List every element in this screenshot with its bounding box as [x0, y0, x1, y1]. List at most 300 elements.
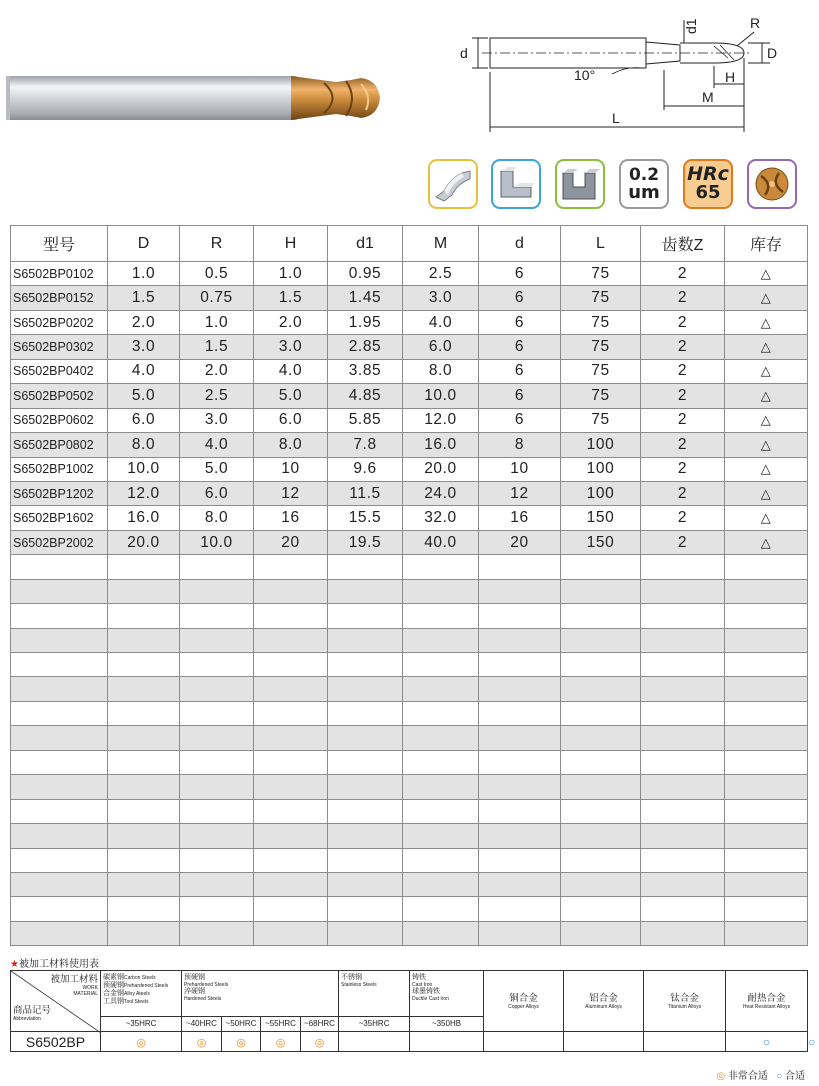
- cell-R: 8.0: [180, 506, 254, 530]
- cell-D: 16.0: [108, 506, 180, 530]
- cell-d1: 19.5: [328, 530, 403, 554]
- cell-M: 4.0: [403, 310, 479, 334]
- empty-cell: [180, 775, 254, 799]
- empty-cell: [11, 897, 108, 921]
- empty-cell: [180, 799, 254, 823]
- material-group-aluminum: 铝合金 Aluminum Alloys: [564, 971, 644, 1032]
- spec-empty-row: [11, 726, 808, 750]
- cell-L: 100: [561, 433, 641, 457]
- empty-cell: [108, 824, 180, 848]
- suitability-cell: [564, 1032, 644, 1052]
- tolerance-value: 0.2: [628, 165, 660, 185]
- empty-cell: [108, 677, 180, 701]
- spec-empty-row: [11, 848, 808, 872]
- empty-cell: [641, 653, 725, 677]
- spec-empty-row: [11, 628, 808, 652]
- cell-L: 150: [561, 530, 641, 554]
- empty-cell: [328, 726, 403, 750]
- header-M: M: [403, 226, 479, 262]
- empty-cell: [479, 775, 561, 799]
- empty-cell: [403, 848, 479, 872]
- tolerance-unit: um: [628, 182, 660, 203]
- cell-d1: 1.95: [328, 310, 403, 334]
- hardness-cell: ~35HRC: [339, 1017, 410, 1032]
- cell-flutes: 2: [641, 530, 725, 554]
- cell-M: 8.0: [403, 359, 479, 383]
- spec-row: [11, 286, 808, 310]
- cell-d: 12: [479, 481, 561, 505]
- cell-D: 3.0: [108, 335, 180, 359]
- empty-cell: [725, 653, 808, 677]
- empty-cell: [254, 872, 328, 896]
- spec-empty-row: [11, 824, 808, 848]
- empty-cell: [725, 604, 808, 628]
- empty-cell: [403, 824, 479, 848]
- spec-row: [11, 433, 808, 457]
- cell-model: S6502BP0302: [11, 335, 108, 359]
- suitability-cell: [484, 1032, 564, 1052]
- cell-model: S6502BP1202: [11, 481, 108, 505]
- empty-cell: [641, 872, 725, 896]
- cell-d: 8: [479, 433, 561, 457]
- cell-M: 2.5: [403, 262, 479, 286]
- material-group-copper: 铜合金 Copper Alloys: [484, 971, 564, 1032]
- empty-cell: [254, 750, 328, 774]
- empty-cell: [11, 824, 108, 848]
- circle-icon: ○: [776, 1071, 783, 1082]
- cell-d1: 3.85: [328, 359, 403, 383]
- empty-cell: [254, 628, 328, 652]
- cell-D: 4.0: [108, 359, 180, 383]
- empty-cell: [11, 848, 108, 872]
- empty-cell: [479, 701, 561, 725]
- cell-R: 3.0: [180, 408, 254, 432]
- material-group-heat-resistant: 耐热合金 Heat Resistant Alloys: [726, 971, 808, 1032]
- cell-stock: △: [725, 457, 808, 481]
- empty-cell: [11, 555, 108, 579]
- empty-cell: [254, 897, 328, 921]
- cell-stock: △: [725, 408, 808, 432]
- circle-icon: ○: [808, 1035, 816, 1049]
- cell-R: 1.5: [180, 335, 254, 359]
- cell-M: 40.0: [403, 530, 479, 554]
- cell-D: 20.0: [108, 530, 180, 554]
- empty-cell: [180, 604, 254, 628]
- cell-D: 6.0: [108, 408, 180, 432]
- corner-top-en2: MATERIAL: [73, 991, 98, 997]
- hardness-value: 65: [695, 182, 721, 203]
- cell-flutes: 2: [641, 335, 725, 359]
- cell-flutes: 2: [641, 310, 725, 334]
- empty-cell: [11, 921, 108, 945]
- empty-cell: [328, 604, 403, 628]
- empty-cell: [254, 677, 328, 701]
- spec-empty-row: [11, 677, 808, 701]
- cell-D: 5.0: [108, 384, 180, 408]
- material-group-cast-iron: 铸铁 Cast Iron 球墨铸铁 Ductile Cast Iron: [410, 971, 484, 1017]
- cell-D: 10.0: [108, 457, 180, 481]
- empty-cell: [108, 579, 180, 603]
- empty-cell: [479, 628, 561, 652]
- empty-cell: [108, 799, 180, 823]
- suitability-cell: [261, 1032, 301, 1052]
- empty-cell: [561, 848, 641, 872]
- hardness-cell: ~350HB: [410, 1017, 484, 1032]
- cell-model: S6502BP1002: [11, 457, 108, 481]
- empty-cell: [180, 872, 254, 896]
- empty-cell: [725, 701, 808, 725]
- cell-D: 12.0: [108, 481, 180, 505]
- empty-cell: [725, 872, 808, 896]
- hardness-cell: ~40HRC: [182, 1017, 222, 1032]
- spec-row: [11, 506, 808, 530]
- empty-cell: [180, 848, 254, 872]
- empty-cell: [108, 921, 180, 945]
- empty-cell: [108, 628, 180, 652]
- empty-cell: [11, 579, 108, 603]
- cell-H: 20: [254, 530, 328, 554]
- empty-cell: [561, 555, 641, 579]
- empty-cell: [11, 677, 108, 701]
- empty-cell: [254, 653, 328, 677]
- empty-cell: [561, 604, 641, 628]
- empty-cell: [254, 921, 328, 945]
- cell-H: 16: [254, 506, 328, 530]
- empty-cell: [479, 872, 561, 896]
- cell-model: S6502BP2002: [11, 530, 108, 554]
- cell-flutes: 2: [641, 359, 725, 383]
- cell-R: 1.0: [180, 310, 254, 334]
- empty-cell: [108, 872, 180, 896]
- empty-cell: [180, 921, 254, 945]
- empty-cell: [328, 799, 403, 823]
- empty-cell: [328, 701, 403, 725]
- empty-cell: [561, 897, 641, 921]
- empty-cell: [479, 579, 561, 603]
- material-group-carbon-steel: 碳素钢Carbon Steels 预硬钢Prehardened Steels 合金钢Alloy Ateels 工具钢Tool Steels: [101, 971, 182, 1017]
- tolerance-icon: [619, 159, 669, 209]
- cell-L: 75: [561, 408, 641, 432]
- cell-stock: △: [725, 481, 808, 505]
- material-group-hardened-steel: 预硬钢 Prehardened Steels 淬硬钢 Hardened Steels: [182, 971, 339, 1017]
- spec-empty-row: [11, 897, 808, 921]
- shoulder-milling-icon: [491, 159, 541, 209]
- empty-cell: [403, 799, 479, 823]
- cell-d: 10: [479, 457, 561, 481]
- cell-H: 1.5: [254, 286, 328, 310]
- material-table: [10, 970, 816, 1052]
- cell-stock: △: [725, 433, 808, 457]
- empty-cell: [403, 775, 479, 799]
- empty-cell: [479, 921, 561, 945]
- empty-cell: [641, 824, 725, 848]
- cell-model: S6502BP0402: [11, 359, 108, 383]
- cell-d1: 1.45: [328, 286, 403, 310]
- cell-H: 6.0: [254, 408, 328, 432]
- profile-copy-icon: [428, 159, 478, 209]
- double-circle-icon: ◎: [196, 1036, 207, 1049]
- double-circle-icon: ◎: [716, 1071, 726, 1082]
- corner-bottom-en: Abbreviation: [13, 1016, 41, 1022]
- empty-cell: [725, 824, 808, 848]
- legend-suitable: 合适: [785, 1071, 805, 1082]
- cell-stock: △: [725, 384, 808, 408]
- empty-cell: [403, 604, 479, 628]
- empty-cell: [328, 653, 403, 677]
- empty-cell: [641, 897, 725, 921]
- cell-L: 100: [561, 481, 641, 505]
- double-circle-icon: ◎: [136, 1036, 146, 1049]
- empty-cell: [108, 775, 180, 799]
- cell-L: 100: [561, 457, 641, 481]
- cell-d1: 4.85: [328, 384, 403, 408]
- cell-d: 6: [479, 359, 561, 383]
- cell-L: 75: [561, 310, 641, 334]
- empty-cell: [725, 921, 808, 945]
- cell-d1: 15.5: [328, 506, 403, 530]
- empty-cell: [180, 677, 254, 701]
- empty-cell: [725, 848, 808, 872]
- label-r: R: [750, 15, 761, 31]
- cell-model: S6502BP0802: [11, 433, 108, 457]
- empty-cell: [403, 653, 479, 677]
- cell-M: 12.0: [403, 408, 479, 432]
- empty-cell: [328, 848, 403, 872]
- empty-cell: [479, 653, 561, 677]
- header-flutes: 齿数Z: [641, 226, 725, 262]
- header-D: D: [108, 226, 180, 262]
- material-corner-cell: [11, 971, 101, 1032]
- suitability-cell: [222, 1032, 261, 1052]
- star-icon: ★: [10, 959, 19, 970]
- empty-cell: [11, 701, 108, 725]
- spec-empty-row: [11, 775, 808, 799]
- cell-D: 2.0: [108, 310, 180, 334]
- empty-cell: [11, 653, 108, 677]
- empty-cell: [561, 750, 641, 774]
- cell-d: 6: [479, 310, 561, 334]
- cell-flutes: 2: [641, 457, 725, 481]
- spec-empty-row: [11, 604, 808, 628]
- empty-cell: [641, 579, 725, 603]
- header-L: L: [561, 226, 641, 262]
- cell-d1: 7.8: [328, 433, 403, 457]
- cell-M: 32.0: [403, 506, 479, 530]
- circle-icon: ○: [762, 1035, 771, 1049]
- label-h: H: [725, 69, 736, 85]
- corner-bottom-cn: 商品记号: [13, 1005, 52, 1016]
- spec-empty-row: [11, 579, 808, 603]
- header-d: d: [479, 226, 561, 262]
- cell-model: S6502BP0102: [11, 262, 108, 286]
- empty-cell: [403, 579, 479, 603]
- double-circle-icon: ◎: [275, 1036, 286, 1049]
- empty-cell: [11, 750, 108, 774]
- header-stock: 库存: [725, 226, 808, 262]
- suitability-cell: [339, 1032, 410, 1052]
- cell-L: 150: [561, 506, 641, 530]
- empty-cell: [180, 726, 254, 750]
- empty-cell: [725, 750, 808, 774]
- cell-R: 6.0: [180, 481, 254, 505]
- empty-cell: [108, 653, 180, 677]
- cell-flutes: 2: [641, 262, 725, 286]
- spec-empty-row: [11, 921, 808, 945]
- cell-M: 24.0: [403, 481, 479, 505]
- empty-cell: [403, 677, 479, 701]
- header-H: H: [254, 226, 328, 262]
- spec-row: [11, 457, 808, 481]
- cell-D: 1.0: [108, 262, 180, 286]
- empty-cell: [479, 555, 561, 579]
- cell-d: 6: [479, 262, 561, 286]
- cell-d1: 5.85: [328, 408, 403, 432]
- double-circle-icon: ◎: [236, 1036, 246, 1049]
- cell-H: 10: [254, 457, 328, 481]
- empty-cell: [641, 677, 725, 701]
- cell-flutes: 2: [641, 506, 725, 530]
- product-row: [11, 1032, 808, 1052]
- empty-cell: [641, 775, 725, 799]
- spec-row: [11, 481, 808, 505]
- empty-cell: [561, 799, 641, 823]
- cell-L: 75: [561, 262, 641, 286]
- cell-stock: △: [725, 335, 808, 359]
- cell-M: 3.0: [403, 286, 479, 310]
- empty-cell: [561, 775, 641, 799]
- cell-stock: △: [725, 506, 808, 530]
- empty-cell: [403, 555, 479, 579]
- legend-very-suitable: 非常合适: [727, 1071, 768, 1082]
- cell-M: 20.0: [403, 457, 479, 481]
- empty-cell: [641, 921, 725, 945]
- empty-cell: [254, 799, 328, 823]
- label-m: M: [702, 89, 714, 105]
- cell-d1: 2.85: [328, 335, 403, 359]
- empty-cell: [479, 726, 561, 750]
- suitability-cell: [301, 1032, 339, 1052]
- spec-row: [11, 359, 808, 383]
- cell-d1: 11.5: [328, 481, 403, 505]
- empty-cell: [479, 897, 561, 921]
- cell-model: S6502BP0502: [11, 384, 108, 408]
- material-group-stainless-steel: 不锈钢 Stainless Steels: [339, 971, 410, 1017]
- empty-cell: [11, 628, 108, 652]
- empty-cell: [403, 628, 479, 652]
- empty-cell: [254, 579, 328, 603]
- empty-cell: [254, 726, 328, 750]
- empty-cell: [641, 750, 725, 774]
- empty-cell: [254, 775, 328, 799]
- cell-H: 5.0: [254, 384, 328, 408]
- cell-M: 10.0: [403, 384, 479, 408]
- cell-d1: 0.95: [328, 262, 403, 286]
- cell-flutes: 2: [641, 384, 725, 408]
- empty-cell: [725, 726, 808, 750]
- empty-cell: [641, 799, 725, 823]
- suitability-cell: [410, 1032, 484, 1052]
- empty-cell: [328, 921, 403, 945]
- cell-R: 0.5: [180, 262, 254, 286]
- cell-stock: △: [725, 286, 808, 310]
- empty-cell: [328, 579, 403, 603]
- cell-stock: △: [725, 530, 808, 554]
- label-l: L: [612, 110, 620, 126]
- material-group-titanium: 钛合金 Titanium Alloys: [644, 971, 726, 1032]
- spec-empty-row: [11, 701, 808, 725]
- empty-cell: [561, 921, 641, 945]
- empty-cell: [328, 677, 403, 701]
- spec-row: [11, 530, 808, 554]
- empty-cell: [108, 726, 180, 750]
- cell-stock: △: [725, 359, 808, 383]
- cell-H: 3.0: [254, 335, 328, 359]
- cell-H: 4.0: [254, 359, 328, 383]
- label-d: d: [460, 45, 468, 61]
- empty-cell: [108, 604, 180, 628]
- cell-R: 2.0: [180, 359, 254, 383]
- cell-d: 16: [479, 506, 561, 530]
- corner-top-en1: WORK: [82, 985, 98, 991]
- application-icons: [426, 159, 806, 209]
- spec-row: [11, 310, 808, 334]
- empty-cell: [561, 628, 641, 652]
- empty-cell: [180, 824, 254, 848]
- hardness-cell: ~35HRC: [101, 1017, 182, 1032]
- cell-d1: 9.6: [328, 457, 403, 481]
- empty-cell: [403, 701, 479, 725]
- spec-row: [11, 262, 808, 286]
- cell-H: 2.0: [254, 310, 328, 334]
- empty-cell: [108, 701, 180, 725]
- empty-cell: [479, 604, 561, 628]
- cell-model: S6502BP1602: [11, 506, 108, 530]
- spec-table: [10, 225, 808, 946]
- cell-d: 6: [479, 286, 561, 310]
- header-R: R: [180, 226, 254, 262]
- empty-cell: [254, 824, 328, 848]
- label-D: D: [767, 45, 778, 61]
- empty-cell: [108, 897, 180, 921]
- empty-cell: [11, 872, 108, 896]
- empty-cell: [328, 824, 403, 848]
- header-model: 型号: [11, 226, 108, 262]
- empty-cell: [561, 872, 641, 896]
- empty-cell: [725, 579, 808, 603]
- empty-cell: [479, 824, 561, 848]
- cell-flutes: 2: [641, 408, 725, 432]
- legend: [716, 1067, 805, 1082]
- empty-cell: [180, 653, 254, 677]
- empty-cell: [328, 775, 403, 799]
- empty-cell: [403, 726, 479, 750]
- empty-cell: [11, 775, 108, 799]
- spec-empty-row: [11, 555, 808, 579]
- cell-R: 5.0: [180, 457, 254, 481]
- spec-row: [11, 408, 808, 432]
- empty-cell: [328, 628, 403, 652]
- empty-cell: [561, 653, 641, 677]
- empty-cell: [561, 701, 641, 725]
- product-code: S6502BP: [11, 1032, 101, 1052]
- empty-cell: [403, 872, 479, 896]
- cell-M: 6.0: [403, 335, 479, 359]
- empty-cell: [641, 628, 725, 652]
- slot-milling-icon: [555, 159, 605, 209]
- empty-cell: [725, 775, 808, 799]
- spec-empty-row: [11, 799, 808, 823]
- hardness-icon: [683, 159, 733, 209]
